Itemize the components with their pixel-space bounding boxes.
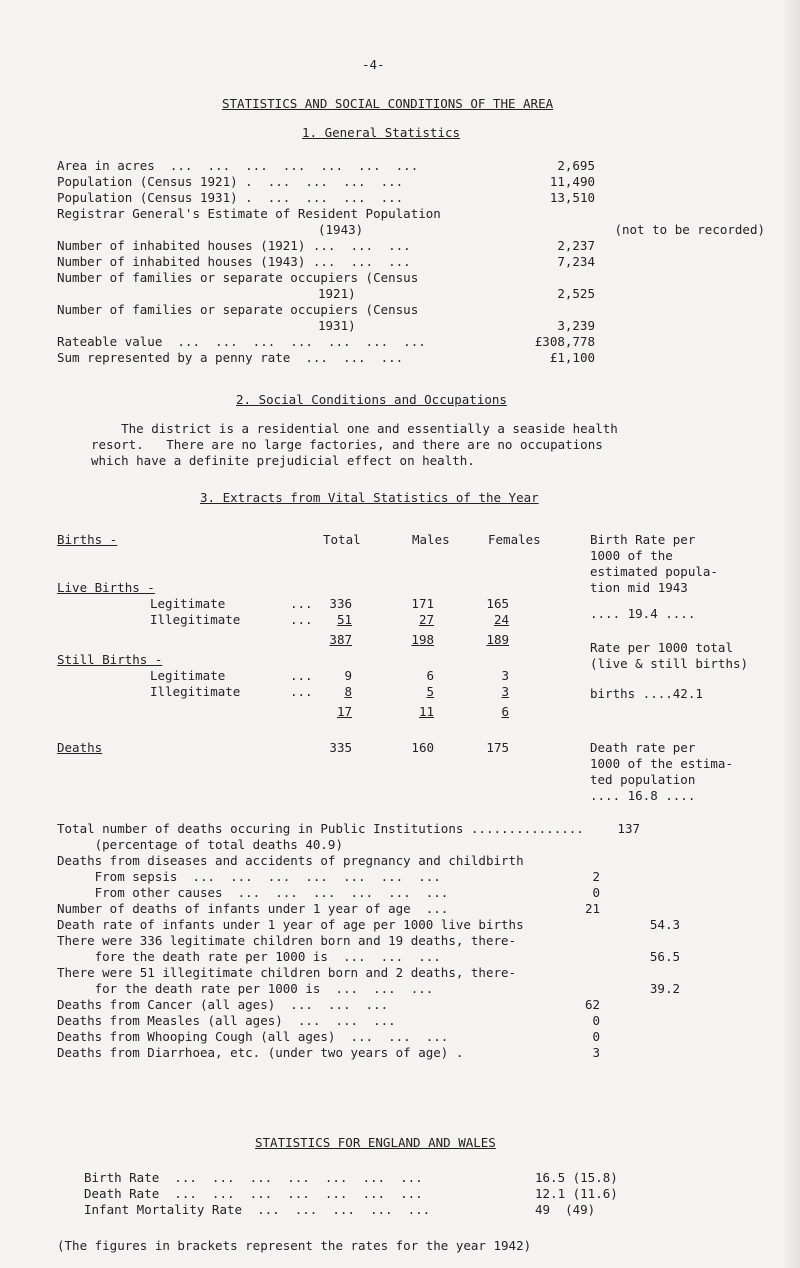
still-illegit-total: 8 [344,684,352,699]
paper-shadow [782,0,800,1268]
section3-heading: 3. Extracts from Vital Statistics of the Year [200,490,539,505]
vital-line-text: Death rate of infants under 1 year of age per 1000 live births [57,917,524,932]
vital-line-text: There were 336 legitimate children born and 19 deaths, there- [57,933,517,948]
vital-line-text: fore the death rate per 1000 is ... ... ... [57,949,441,964]
section2-heading: 2. Social Conditions and Occupations [236,392,507,407]
general-stat-value: 7,234 [557,254,595,269]
vital-line-value: 39.2 [649,981,680,996]
page-title: STATISTICS AND SOCIAL CONDITIONS OF THE AREA [222,96,554,111]
general-stat-value: 13,510 [549,190,595,205]
general-stat-value: 2,695 [557,158,595,173]
ew-stat-value: 49 (49) [535,1202,596,1217]
vital-line-text: Deaths from Cancer (all ages) ... ... ... [57,997,389,1012]
dots: ... [290,596,313,611]
vital-line-text: Deaths from diseases and accidents of pregnancy and childbirth [57,853,524,868]
deaths-males: 160 [411,740,434,755]
col-total: Total [323,532,361,547]
general-stat-value: 3,239 [557,318,595,333]
general-stat-value: £1,100 [549,350,595,365]
vital-line-text: Deaths from Whooping Cough (all ages) ... ... ... [57,1029,449,1044]
death-rate-note-2: 1000 of the estima- [590,756,733,771]
rate-live-still-2: (live & still births) [590,656,749,671]
still-legit-total: 9 [344,668,352,683]
still-births-label: Still Births - [57,652,163,667]
live-legit-males: 171 [411,596,434,611]
still-illegit-females: 3 [501,684,509,699]
vital-line-text: Deaths from Diarrhoea, etc. (under two years of age) . [57,1045,464,1060]
section2-line-2: resort. There are no large factories, and there are no occupations [91,437,603,452]
general-stat-label: Number of inhabited houses (1943) ... ... ... [57,254,411,269]
general-stat-label: Number of families or separate occupiers (Census [57,270,419,285]
rate-live-still-1: Rate per 1000 total [590,640,733,655]
death-rate-note-3: ted population [590,772,696,787]
dots: ... [290,668,313,683]
general-stat-value: 2,237 [557,238,595,253]
still-legit-males: 6 [426,668,434,683]
still-sum-males: 11 [418,704,434,719]
vital-line-value: 54.3 [649,917,680,932]
general-stat-value: 2,525 [557,286,595,301]
live-illegit-females: 24 [493,612,509,627]
section2-line-1: The district is a residential one and essentially a seaside health [91,421,618,436]
birth-rate-value: .... 19.4 .... [590,606,696,621]
vital-line-value: 137 [617,821,640,836]
still-illegit-males: 5 [426,684,434,699]
vital-line-text: There were 51 illegitimate children born and 2 deaths, there- [57,965,517,980]
birth-rate-note-2: 1000 of the [590,548,673,563]
live-sum-males: 198 [411,632,434,647]
vital-line-value: 0 [592,1013,600,1028]
ew-stat-label: Death Rate ... ... ... ... ... ... ... [84,1186,423,1201]
dots: ... [290,612,313,627]
live-legit-total: 336 [329,596,352,611]
general-stat-label: Number of families or separate occupiers (Census [57,302,419,317]
col-females: Females [488,532,541,547]
general-stat-label: Number of inhabited houses (1921) ... ... ... [57,238,411,253]
section1-heading: 1. General Statistics [302,125,461,140]
still-sum-total: 17 [336,704,352,719]
deaths-label: Deaths [57,740,103,755]
general-stat-label: (1943) [318,222,364,237]
ew-stat-label: Birth Rate ... ... ... ... ... ... ... [84,1170,423,1185]
deaths-total: 335 [329,740,352,755]
live-illegit-total: 51 [336,612,352,627]
vital-line-text: Number of deaths of infants under 1 year of age ... [57,901,449,916]
vital-line-value: 2 [592,869,600,884]
col-males: Males [412,532,450,547]
live-legit-females: 165 [486,596,509,611]
general-stat-label: Population (Census 1931) . ... ... ... ... [57,190,404,205]
section2-line-3: which have a definite prejudicial effect on health. [91,453,475,468]
deaths-females: 175 [486,740,509,755]
page-number: -4- [362,57,385,72]
vital-line-text: Deaths from Measles (all ages) ... ... ... [57,1013,396,1028]
death-rate-note-1: Death rate per [590,740,696,755]
ew-stat-value: 12.1 (11.6) [535,1186,618,1201]
birth-rate-note-3: estimated popula- [590,564,718,579]
live-legit-label: Legitimate [150,596,226,611]
live-births-label: Live Births - [57,580,155,595]
dots: ... [290,684,313,699]
general-stat-label: Rateable value ... ... ... ... ... ... ... [57,334,426,349]
vital-line-value: 0 [592,885,600,900]
live-illegit-males: 27 [418,612,434,627]
still-sum-females: 6 [501,704,509,719]
death-rate-value: .... 16.8 .... [590,788,696,803]
ew-stat-value: 16.5 (15.8) [535,1170,618,1185]
vital-line-value: 3 [592,1045,600,1060]
live-illegit-label: Illegitimate [150,612,241,627]
births-rate-value: births ....42.1 [590,686,703,701]
footnote: (The figures in brackets represent the rates for the year 1942) [57,1238,532,1253]
general-stat-value: (not to be recorded) [614,222,765,237]
general-stat-label: 1931) [318,318,356,333]
vital-line-value: 62 [584,997,600,1012]
general-stat-label: Area in acres ... ... ... ... ... ... ... [57,158,419,173]
vital-line-value: 21 [584,901,600,916]
still-illegit-label: Illegitimate [150,684,241,699]
general-stat-label: Sum represented by a penny rate ... ... ... [57,350,404,365]
birth-rate-note-1: Birth Rate per [590,532,696,547]
general-stat-value: £308,778 [534,334,595,349]
still-legit-females: 3 [501,668,509,683]
vital-line-text: (percentage of total deaths 40.9) [57,837,343,852]
vital-line-text: for the death rate per 1000 is ... ... ... [57,981,434,996]
vital-line-text: From sepsis ... ... ... ... ... ... ... [57,869,441,884]
ew-stat-label: Infant Mortality Rate ... ... ... ... ... [84,1202,431,1217]
still-legit-label: Legitimate [150,668,226,683]
vital-line-value: 56.5 [649,949,680,964]
births-label: Births - [57,532,118,547]
general-stat-label: Population (Census 1921) . ... ... ... ... [57,174,404,189]
birth-rate-note-4: tion mid 1943 [590,580,688,595]
vital-line-value: 0 [592,1029,600,1044]
general-stat-label: 1921) [318,286,356,301]
vital-line-text: From other causes ... ... ... ... ... ... [57,885,449,900]
section4-heading: STATISTICS FOR ENGLAND AND WALES [255,1135,496,1150]
general-stat-value: 11,490 [549,174,595,189]
live-sum-total: 387 [329,632,352,647]
live-sum-females: 189 [486,632,509,647]
general-stat-label: Registrar General's Estimate of Resident Population [57,206,441,221]
vital-line-text: Total number of deaths occuring in Public Institutions ............... [57,821,584,836]
